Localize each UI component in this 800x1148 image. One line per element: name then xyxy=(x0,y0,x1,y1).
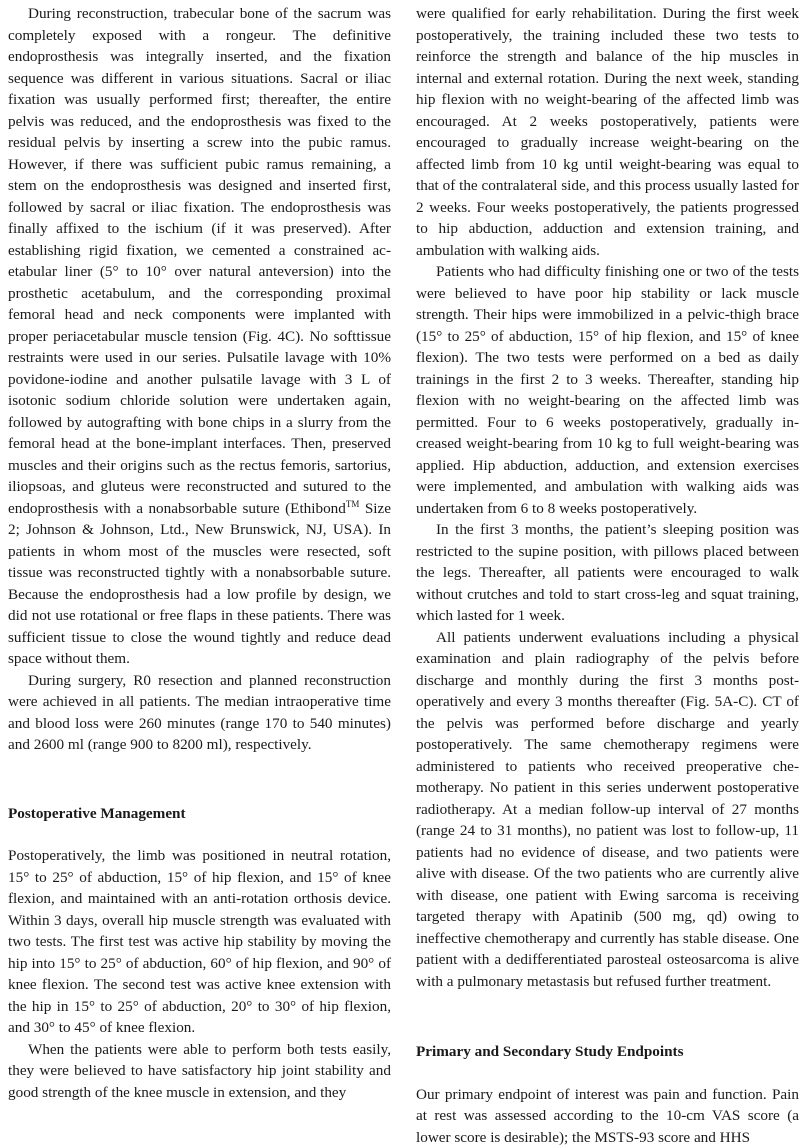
paragraph-tests-performed: When the patients were able to perform both tests easily, they were believed to have satisfactory hip joint stability and good strength of the knee muscle in extension, and they xyxy=(8,1039,391,1104)
paragraph-surgery-results: During surgery, R0 resection and planned reconstruction were achieved in all patients. The median intraoperative time and blood loss were 260 minutes (range 170 to 540 minutes) and 2600 ml (range 900 to 8200 ml), respectively. xyxy=(8,670,391,756)
paragraph-evaluations-followup: All patients underwent evaluations including a physical examination and plain radiography of the pelvis before discharge and monthly during the first 3 months postoperatively and every 3 months thereafter (Fig. 5A-C). CT of the pelvis was performed before discharge and yearly postoperatively. The same chemotherapy regimens were administered to patients who received preoperative chemotherapy. No patient in this series underwent postoperative radiotherapy. At a median follow-up interval of 27 months (range 24 to 31 months), no patient was lost to follow-up, 11 patients had no evidence of disease, and two patients were alive with disease. Of the two patients who are currently alive with disease, one patient with Ewing sarcoma is receiving targeted therapy with Apatinib (500 mg, qd) owing to ineffective chemotherapy and currently has stable disease. One patient with a dedifferentiated parosteal osteosarcoma is alive with a pulmonary metastasis but refused further treatment. xyxy=(416,627,799,993)
reconstruction-text-tail: Size 2; Johnson & Johnson, Ltd., New Brunswick, NJ, USA). In patients in whom most of the muscles were resected, soft tissue was reconstructed tightly with a nonabsorbable suture. Because the endoprosthesis had a low profile by design, we did not use rotational or free flaps in these patients. There was sufficient tissue to close the wound tightly and reduce dead space without them. xyxy=(8,500,391,668)
paragraph-poor-stability: Patients who had difficulty finishing one or two of the tests were believed to have poor hip stability or lack muscle strength. Their hips were immobilized in a pelvic-thigh brace (15° to 25° of abduction, 15° of hip flexion, and 15° of knee flexion). The two tests were performed on a bed as daily trainings in the first 2 to 3 weeks. Thereafter, standing hip flexion with no weight-bearing on the affected limb was permitted. Four to 6 weeks postoperatively, gradually increased weight-bearing from 10 kg to full weight-bearing was applied. Hip abduction, adduction, and extension exercises were implemented, and ambulation with walking aids was undertaken from 6 to 8 weeks postoperatively. xyxy=(416,261,799,519)
section-heading-study-endpoints: Primary and Secondary Study Endpoints xyxy=(416,1041,799,1063)
reconstruction-text: During reconstruction, trabecular bone of the sacrum was completely exposed with a rongeur. The definitive endoprosthesis was integrally inserted, and the fixation sequence was different in various situations. Sacral or iliac fixation was usually performed first; thereafter, the entire pelvis was reduced, and the endoprosthesis was fixed to the residual pelvis by inserting a screw into the pubic ramus. However, if there was sufficient pubic ramus remaining, a stem on the endoprosthesis was designed and inserted first, followed by sacral or iliac fixation. The endoprosthesis was finally affixed to the ischium (if it was preserved). After establishing rigid fixation, we cemented a constrained acetabular liner (5° to 10° over natural anteversion) into the prosthetic acetabulum, and the corresponding proximal femoral head and neck components were implanted with proper periacetabular muscle tension (Fig. 4C). No softtissue restraints were used in our series. Pulsatile lavage with 10% povidone-iodine and another pulsatile lavage with 3 L of isotonic sodium chloride solution were undertaken again, followed by autografting with bone chips in a slurry from the femoral head at the bone-implant interfaces. Then, preserved muscles and their origins such as the rectus femoris, sartorius, iliopsoas, and gluteus were reconstructed and sutured to the endoprosthesis with a nonabsorbable suture (Ethibond xyxy=(8,5,391,517)
left-column xyxy=(8,3,391,1103)
right-column xyxy=(416,3,799,1148)
paragraph-limb-positioning: Postoperatively, the limb was positioned in neutral rotation, 15° to 25° of abduction, 15° of hip flexion, and 15° of knee flexion, and maintained with an anti-rotation orthosis device. Within 3 days, overall hip muscle strength was evaluated with two tests. The first test was active hip stability by moving the hip into 15° to 25° of abduction, 60° of hip flexion, and 90° of knee flexion. The second test was active knee extension with the hip in 15° to 25° of abduction, 20° to 30° of hip flexion, and 30° to 45° of knee flexion. xyxy=(8,845,391,1039)
paragraph-sleeping-position: In the first 3 months, the patient’s sleeping position was restricted to the supine position, with pillows placed between the legs. Thereafter, all patients were encouraged to walk without crutches and told to start cross-leg and squat training, which lasted for 1 week. xyxy=(416,519,799,627)
paragraph-reconstruction xyxy=(8,3,391,670)
section-heading-postoperative-management: Postoperative Management xyxy=(8,803,391,825)
paragraph-early-rehabilitation: were qualified for early rehabilitation. During the first week postoperatively, the training included these two tests to reinforce the strength and balance of the hip muscles in internal and external rotation. During the next week, standing hip flexion with no weight-bearing of the affected limb was encouraged. At 2 weeks postoperatively, patients were encouraged to gradually increase weight-bearing on the affected limb from 10 kg until weight-bearing was equal to that of the contralateral side, and this process usually lasted for 2 weeks. Four weeks postoperatively, the patients progressed to hip abduction, adduction and extension training, and ambulation with walking aids. xyxy=(416,3,799,261)
paragraph-primary-endpoint: Our primary endpoint of interest was pain and function. Pain at rest was assessed according to the 10-cm VAS score (a lower score is desirable); the MSTS-93 score and HHS xyxy=(416,1084,799,1148)
trademark-superscript: TM xyxy=(346,499,360,509)
